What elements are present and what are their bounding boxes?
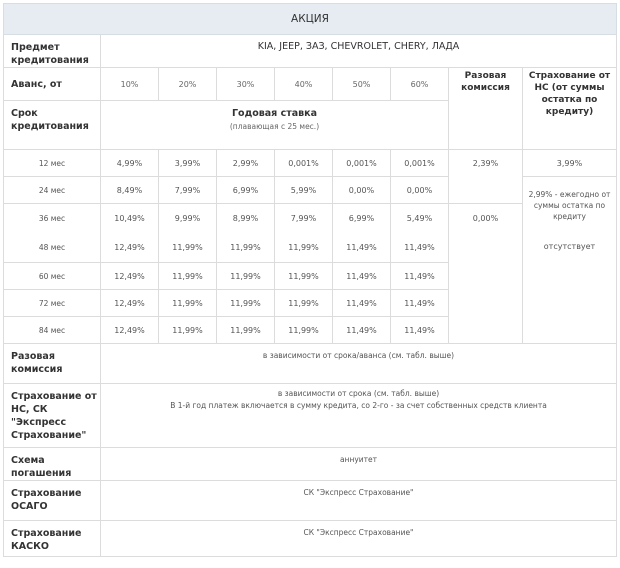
osago-label: Страхование ОСАГО [4, 481, 101, 521]
rate-cell: 12,49% [101, 234, 159, 263]
table-row [4, 177, 617, 204]
rate-cell: 4,99% [101, 150, 159, 177]
rate-cell: 11,99% [217, 317, 275, 344]
rate-cell: 0,00% [333, 177, 391, 204]
rate-cell: 11,99% [159, 317, 217, 344]
term-cell: 12 мес [4, 150, 101, 177]
advance-30: 30% [217, 68, 275, 101]
rate-cell: 11,49% [391, 263, 449, 290]
rate-cell: 11,99% [159, 234, 217, 263]
rate-title-main: Годовая ставка [231, 108, 318, 119]
rate-cell: 10,49% [101, 204, 159, 234]
rate-cell: 12,49% [101, 290, 159, 317]
rate-cell: 11,99% [275, 263, 333, 290]
commission-header: Разовая комиссия [449, 68, 523, 150]
rate-cell: 0,001% [391, 150, 449, 177]
advance-60: 60% [391, 68, 449, 101]
rate-cell: 8,49% [101, 177, 159, 204]
term-cell: 36 мес [4, 204, 101, 234]
commission-48-84 [449, 234, 523, 344]
advance-20: 20% [159, 68, 217, 101]
rate-cell: 9,99% [159, 204, 217, 234]
rate-cell: 5,99% [275, 177, 333, 204]
rate-cell: 11,49% [391, 234, 449, 263]
rate-cell: 11,49% [333, 290, 391, 317]
rate-cell: 11,99% [275, 290, 333, 317]
rate-cell: 7,99% [275, 204, 333, 234]
rate-title [101, 101, 449, 150]
credit-offer-table [3, 3, 617, 557]
insurance-24: 2,99% - ежегодно от суммы остатка по кредиту [523, 177, 617, 234]
rate-cell: 12,49% [101, 263, 159, 290]
rate-cell: 11,99% [217, 234, 275, 263]
rate-cell: 11,49% [333, 263, 391, 290]
advance-50: 50% [333, 68, 391, 101]
term-cell: 48 мес [4, 234, 101, 263]
commission-24 [449, 177, 523, 204]
rate-cell: 6,99% [333, 204, 391, 234]
rate-cell: 11,49% [333, 234, 391, 263]
commission-12: 2,39% [449, 150, 523, 177]
insurance-12: 3,99% [523, 150, 617, 177]
rate-cell: 8,99% [217, 204, 275, 234]
rate-cell: 11,99% [275, 234, 333, 263]
term-cell: 60 мес [4, 263, 101, 290]
rate-cell: 11,99% [217, 263, 275, 290]
term-label: Срок кредитования [4, 101, 101, 150]
scheme-value: аннуитет [101, 448, 617, 481]
rate-cell: 11,49% [333, 317, 391, 344]
rate-cell: 6,99% [217, 177, 275, 204]
commission-36: 0,00% [449, 204, 523, 234]
rate-cell: 5,49% [391, 204, 449, 234]
rate-cell: 3,99% [159, 150, 217, 177]
kasko-label: Страхование КАСКО [4, 521, 101, 557]
term-cell: 72 мес [4, 290, 101, 317]
osago-value: СК "Экспресс Страхование" [101, 481, 617, 521]
advance-label: Аванс, от [4, 68, 101, 101]
rate-cell: 0,00% [391, 177, 449, 204]
term-cell: 84 мес [4, 317, 101, 344]
advance-40: 40% [275, 68, 333, 101]
table-row [4, 150, 617, 177]
advance-10: 10% [101, 68, 159, 101]
rate-cell: 11,99% [217, 290, 275, 317]
scheme-label: Схема погашения [4, 448, 101, 481]
rate-title-sub: (плавающая с 25 мес.) [229, 122, 320, 131]
rate-cell: 11,49% [391, 317, 449, 344]
term-cell: 24 мес [4, 177, 101, 204]
insurance-ns-label: Страхование от НС, СК "Экспресс Страхование" [4, 384, 101, 448]
rate-cell: 12,49% [101, 317, 159, 344]
rate-cell: 7,99% [159, 177, 217, 204]
rate-cell: 0,001% [333, 150, 391, 177]
subject-label: Предмет кредитования [4, 35, 101, 68]
insurance-ns-value [101, 384, 617, 448]
kasko-value: СК "Экспресс Страхование" [101, 521, 617, 557]
rate-cell: 11,99% [159, 290, 217, 317]
commission-label: Разовая комиссия [4, 344, 101, 384]
rate-cell: 11,99% [159, 263, 217, 290]
subject-value: KIA, JEEP, ЗАЗ, CHEVROLET, CHERY, ЛАДА [101, 35, 617, 68]
table-row [4, 234, 617, 263]
insurance-48: отсутствует [523, 234, 617, 344]
rate-cell: 2,99% [217, 150, 275, 177]
insurance-ns-line2: В 1-й год платеж включается в сумму кредита, со 2-го - за счет собственных средств клиента [170, 401, 547, 410]
rate-cell: 11,49% [391, 290, 449, 317]
rate-cell: 11,99% [275, 317, 333, 344]
insurance-ns-line1: в зависимости от срока (см. табл. выше) [277, 389, 440, 398]
table-title: АКЦИЯ [4, 4, 617, 35]
commission-value: в зависимости от срока/аванса (см. табл. выше) [101, 344, 617, 384]
insurance-header: Страхование от НС (от суммы остатка по кредиту) [523, 68, 617, 150]
rate-cell: 0,001% [275, 150, 333, 177]
